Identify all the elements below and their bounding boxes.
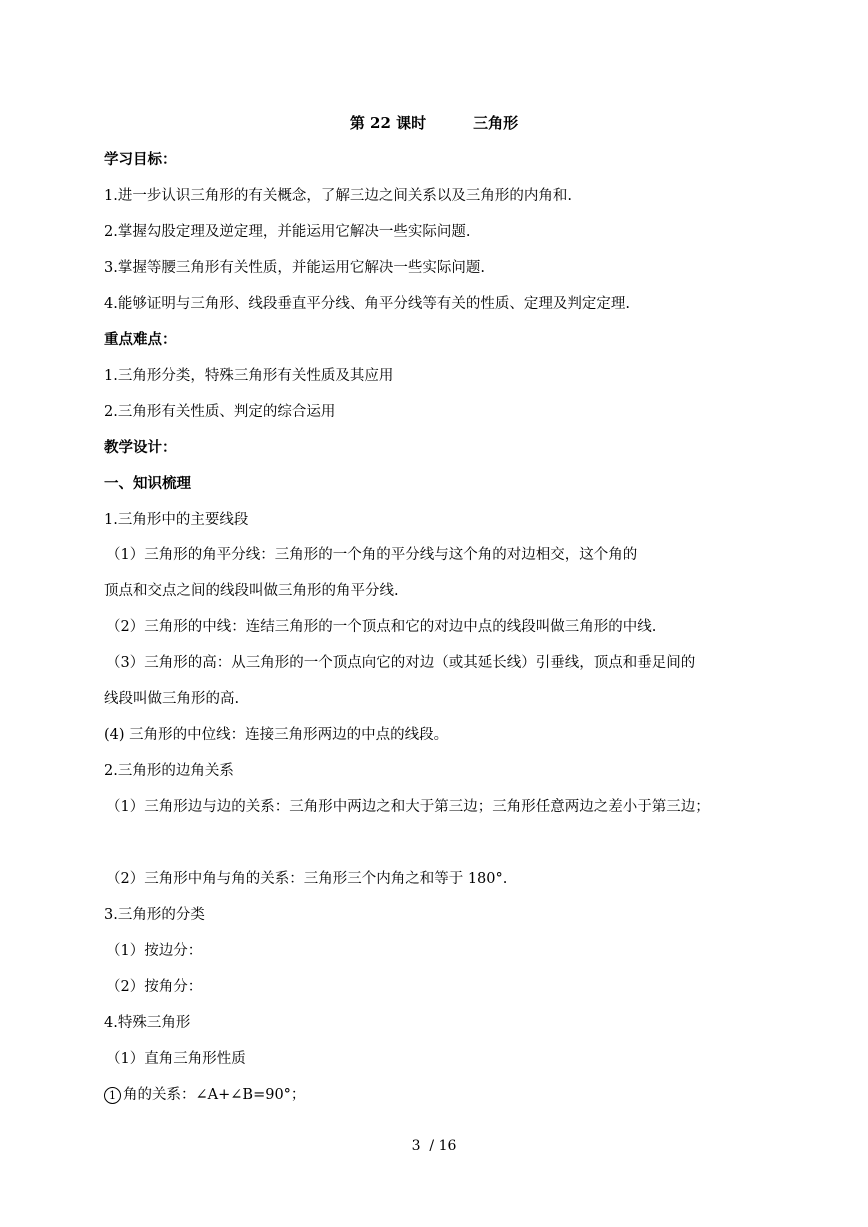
objectives-heading: 学习目标： (104, 151, 177, 168)
content-line: 2.三角形的边角关系 (104, 763, 234, 779)
objective-1: 1.进一步认识三角形的有关概念，了解三边之间关系以及三角形的内角和. (104, 188, 572, 204)
content-line: (4) 三角形的中位线：连接三角形两边的中点的线段。 (104, 727, 449, 743)
circled-number-1-icon: 1 (104, 1087, 121, 1104)
content-line: （2）三角形的中线：连结三角形的一个顶点和它的对边中点的线段叫做三角形的中线. (106, 619, 657, 635)
design-heading: 教学设计： (104, 439, 177, 456)
content-line: 顶点和交点之间的线段叫做三角形的角平分线. (104, 583, 399, 599)
keypoint-1: 1.三角形分类，特殊三角形有关性质及其应用 (104, 368, 394, 384)
content-line: 线段叫做三角形的高. (104, 691, 240, 707)
objective-4: 4.能够证明与三角形、线段垂直平分线、角平分线等有关的性质、定理及判定定理. (104, 296, 630, 312)
angle-relation-line (104, 1086, 305, 1104)
content-line: （2）三角形中角与角的关系：三角形三个内角之和等于 180°. (106, 871, 508, 887)
content-line: （1）按边分： (106, 943, 203, 959)
content-line: （1）三角形边与边的关系：三角形中两边之和大于第三边；三角形任意两边之差小于第三边； (106, 799, 710, 815)
page-number: 3 / 16 (411, 1138, 457, 1154)
content-line: 3.三角形的分类 (104, 907, 205, 923)
part1-heading: 一、知识梳理 (104, 475, 191, 492)
content-line: 4.特殊三角形 (104, 1015, 191, 1031)
content-line: 1.三角形中的主要线段 (104, 512, 249, 528)
content-line: （1）直角三角形性质 (106, 1051, 246, 1067)
angle-relation-text: 角的关系：∠A+∠B=90°； (123, 1087, 306, 1103)
objective-2: 2.掌握勾股定理及逆定理，并能运用它解决一些实际问题. (104, 224, 471, 240)
content-line: （2）按角分： (106, 979, 203, 995)
content-line: （1）三角形的角平分线：三角形的一个角的平分线与这个角的对边相交，这个角的 (106, 547, 638, 563)
content-line: （3）三角形的高：从三角形的一个顶点向它的对边（或其延长线）引垂线，顶点和垂足间的 (106, 655, 696, 671)
keypoint-2: 2.三角形有关性质、判定的综合运用 (104, 404, 336, 420)
keypoints-heading: 重点难点： (104, 331, 177, 348)
objective-3: 3.掌握等腰三角形有关性质，并能运用它解决一些实际问题. (104, 260, 485, 276)
page-title: 第 22 课时 三角形 (349, 114, 519, 132)
